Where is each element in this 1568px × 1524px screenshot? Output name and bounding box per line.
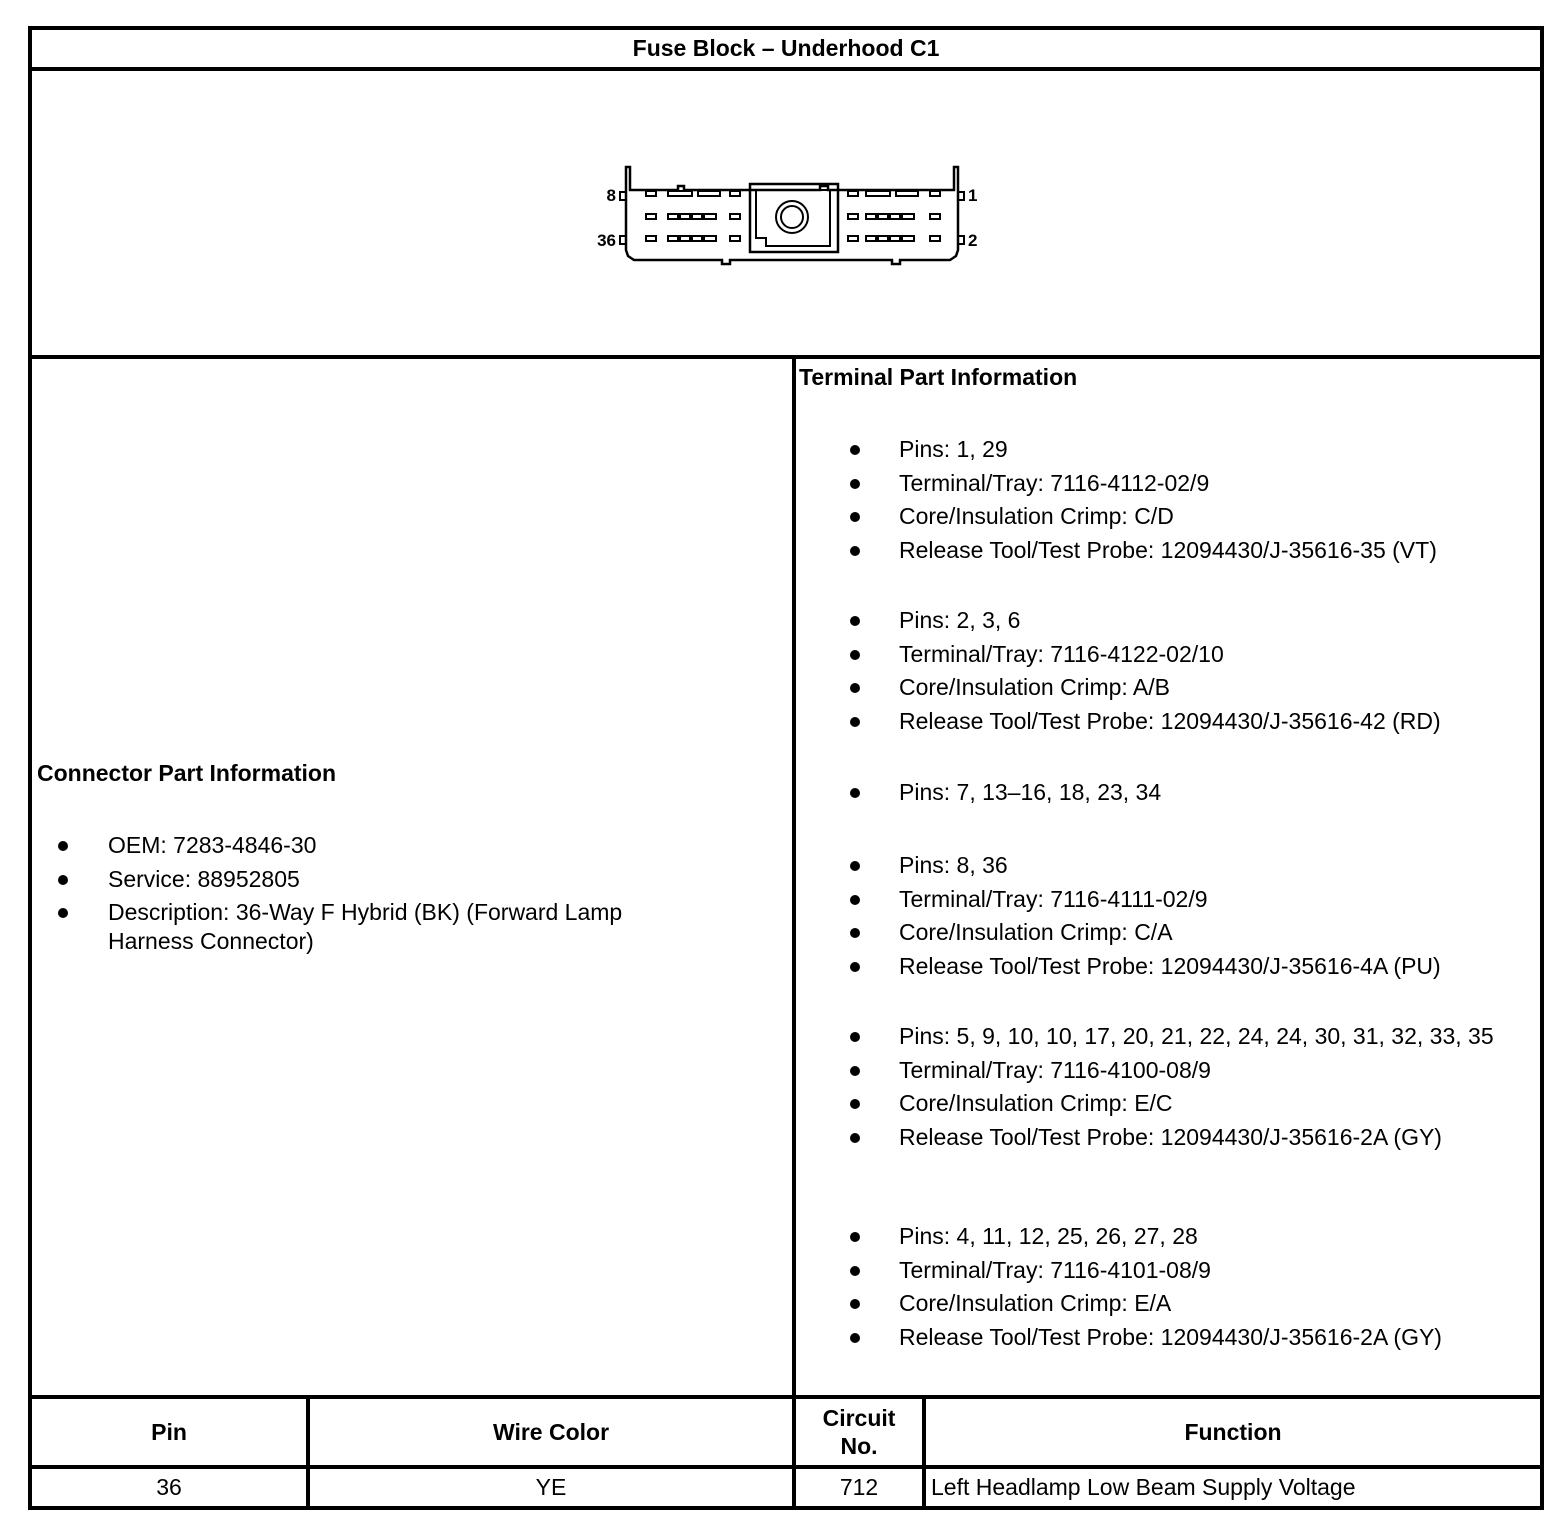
list-item: Pins: 1, 29 (899, 435, 1519, 464)
list-item: Terminal/Tray: 7116-4112-02/9 (899, 469, 1519, 498)
list-item: Terminal/Tray: 7116-4122-02/10 (899, 640, 1519, 669)
terminal-group-5 (899, 1022, 1519, 1156)
column-header-function-label: Function (1184, 1419, 1282, 1445)
column-header-circuit-no-label: Circuit No. (822, 1405, 896, 1459)
right-cavities (848, 191, 940, 241)
table-row-wire-color (306, 1465, 796, 1510)
list-item: Pins: 5, 9, 10, 10, 17, 20, 21, 22, 24, 24, 30, 31, 32, 33, 35 (899, 1022, 1519, 1051)
column-header-wire-color (306, 1395, 796, 1469)
pin-tab-left-top (620, 192, 626, 200)
pin-label-1: 1 (968, 186, 978, 205)
table-row-function (922, 1465, 1544, 1510)
column-header-pin (28, 1395, 310, 1469)
list-item: Release Tool/Test Probe: 12094430/J-35616-42 (RD) (899, 707, 1519, 736)
list-item: Terminal/Tray: 7116-4101-08/9 (899, 1256, 1519, 1285)
terminal-group-1 (899, 435, 1519, 569)
pin-tab-right-top (958, 192, 964, 200)
column-header-pin-label: Pin (151, 1419, 187, 1445)
cell-circuit-no: 712 (839, 1474, 879, 1500)
pin-label-8: 8 (606, 186, 616, 205)
pin-label-36: 36 (597, 231, 616, 250)
list-item: Pins: 7, 13–16, 18, 23, 34 (899, 778, 1519, 807)
terminal-group-3 (899, 778, 1519, 812)
pin-tab-right-bottom (958, 236, 964, 244)
connector-title (28, 26, 1544, 71)
list-item: Terminal/Tray: 7116-4111-02/9 (899, 885, 1519, 914)
center-lock-inner (756, 190, 830, 246)
terminal-group-4 (899, 851, 1519, 985)
list-item: Release Tool/Test Probe: 12094430/J-35616-4A (PU) (899, 952, 1519, 981)
column-header-wire-color-label: Wire Color (492, 1419, 610, 1445)
list-item: OEM: 7283-4846-30 (108, 831, 708, 860)
list-item: Core/Insulation Crimp: A/B (899, 673, 1519, 702)
list-item: Core/Insulation Crimp: C/D (899, 502, 1519, 531)
connector-part-heading: Connector Part Information (37, 760, 337, 786)
lock-ring-inner (781, 206, 803, 228)
cell-pin: 36 (156, 1474, 182, 1500)
list-item: Pins: 4, 11, 12, 25, 26, 27, 28 (899, 1222, 1519, 1251)
terminal-group-6 (899, 1222, 1519, 1356)
list-item: Core/Insulation Crimp: C/A (899, 918, 1519, 947)
pin-label-2: 2 (968, 231, 978, 250)
center-lock-outer (750, 184, 838, 252)
list-item: Service: 88952805 (108, 865, 708, 894)
table-row-pin (28, 1465, 310, 1510)
terminal-part-heading: Terminal Part Information (799, 364, 1078, 390)
column-header-circuit-no (792, 1395, 926, 1469)
list-item: Release Tool/Test Probe: 12094430/J-35616-35 (VT) (899, 536, 1519, 565)
list-item: Core/Insulation Crimp: E/C (899, 1089, 1519, 1118)
table-row-circuit-no (792, 1465, 926, 1510)
connector-part-list (108, 831, 708, 961)
list-item: Terminal/Tray: 7116-4100-08/9 (899, 1056, 1519, 1085)
column-header-function (922, 1395, 1544, 1469)
terminal-group-2 (899, 606, 1519, 740)
list-item: Release Tool/Test Probe: 12094430/J-35616-2A (GY) (899, 1323, 1519, 1352)
list-item: Pins: 2, 3, 6 (899, 606, 1519, 635)
list-item: Description: 36-Way F Hybrid (BK) (Forward Lamp Harness Connector) (108, 898, 688, 956)
cell-function: Left Headlamp Low Beam Supply Voltage (931, 1474, 1356, 1500)
page-title: Fuse Block – Underhood C1 (632, 35, 940, 61)
left-cavities (646, 191, 740, 241)
connector-face-diagram (580, 150, 1000, 280)
list-item: Pins: 8, 36 (899, 851, 1519, 880)
housing-outline (626, 167, 958, 264)
pin-tab-left-bottom (620, 236, 626, 244)
list-item: Release Tool/Test Probe: 12094430/J-35616-2A (GY) (899, 1123, 1519, 1152)
cell-wire-color: YE (535, 1474, 567, 1500)
list-item: Core/Insulation Crimp: E/A (899, 1289, 1519, 1318)
